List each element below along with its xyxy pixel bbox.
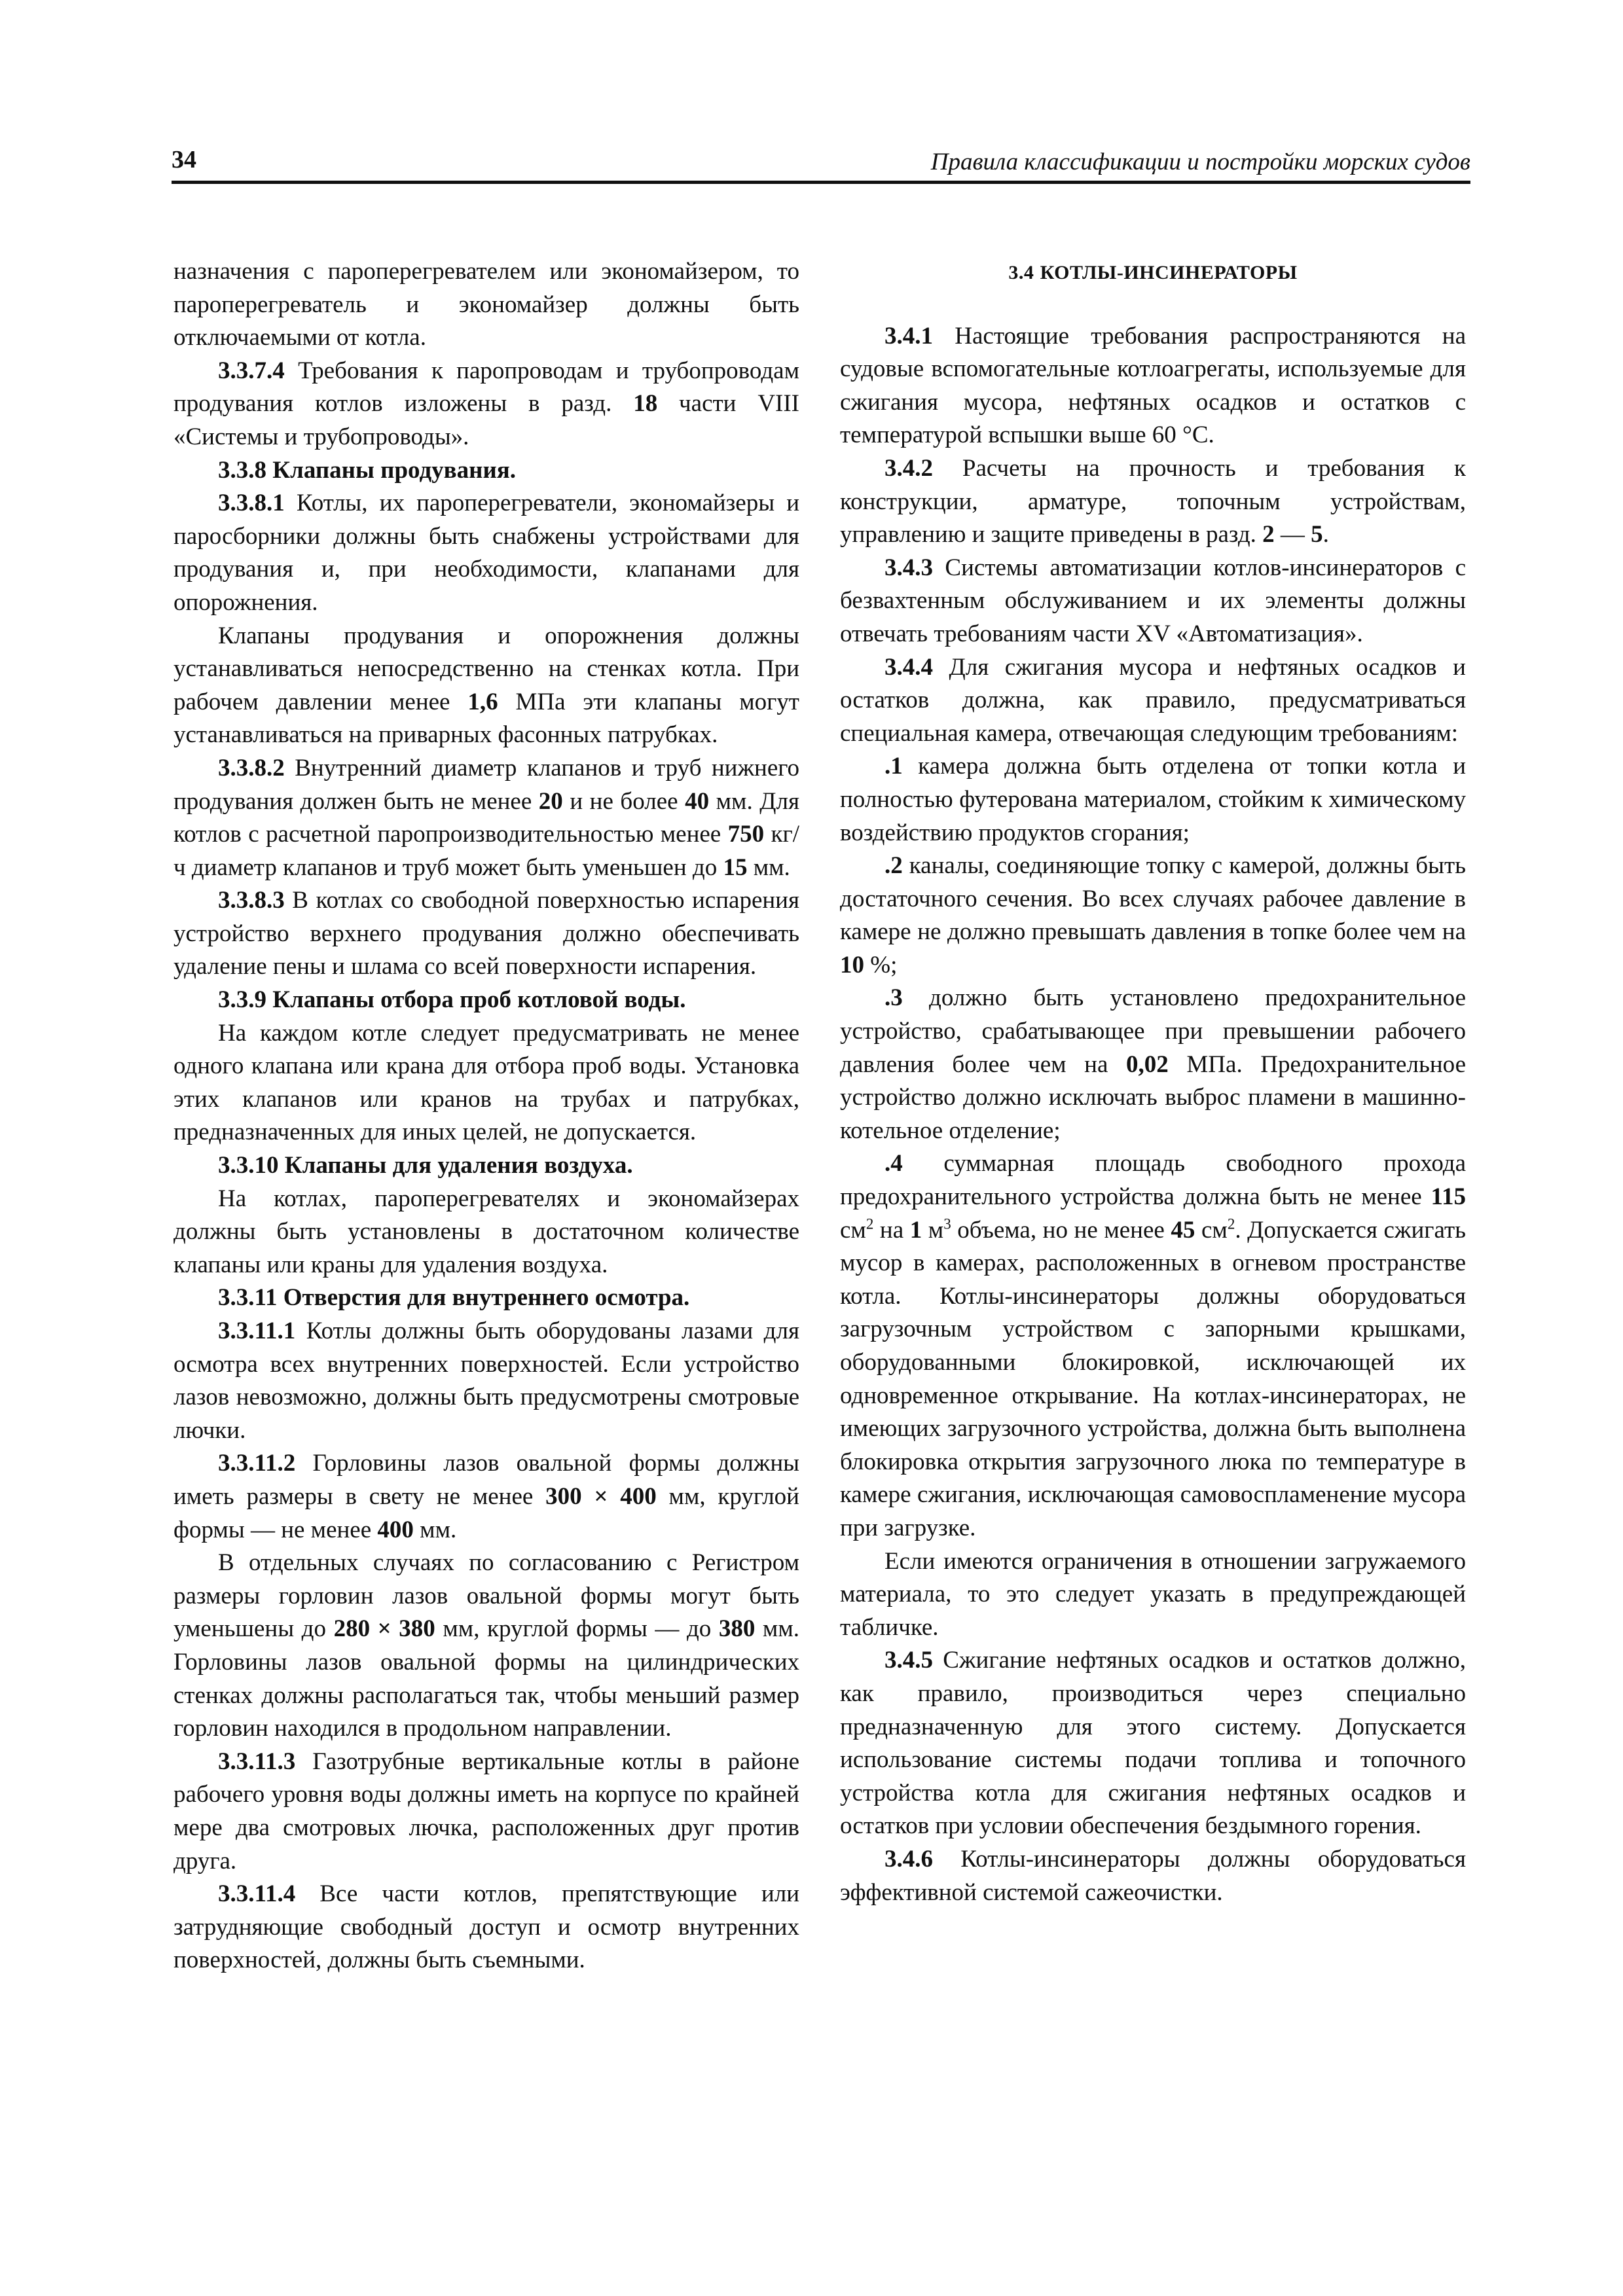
section-number: 3.4: [1008, 262, 1034, 283]
unit: см: [840, 1216, 866, 1244]
paragraph: [840, 1545, 1466, 1645]
paragraph-text: кг/ч диаметр клапанов и труб может быть уменьшен до: [173, 821, 799, 881]
subheading-3-3-8: [173, 454, 799, 488]
paragraph-3-3-7-4: [173, 355, 799, 454]
item-number: .2: [884, 852, 903, 880]
superscript: 2: [1227, 1215, 1235, 1232]
clause-number: 3.3.11.2: [218, 1450, 296, 1477]
paragraph-text: Газотрубные вертикальные котлы в районе рабочего уровня воды должны иметь на корпусе по крайней мере два смотровых лючка, расположенных друг против друга.: [173, 1748, 799, 1874]
paragraph-text: мм.: [413, 1516, 457, 1543]
superscript: 2: [866, 1215, 874, 1232]
paragraph-3-4-5: [840, 1644, 1466, 1843]
clause-number: 3.3.11.3: [218, 1748, 296, 1775]
paragraph-text: В отдельных случаях по согласованию с Регистром размеры горловин лазов овальной формы могут быть уменьшены до: [173, 1549, 799, 1643]
paragraph-3-3-8-3: [173, 884, 799, 984]
paragraph-text: Сжигание нефтяных осадков и остатков должно, как правило, производиться через специально предназначенную для этого систему. Допускается использование системы подачи топлива и топочного устройства котла для сжигания нефтяных осадков и остатков при условии обеспечения бездымного горения.: [840, 1647, 1466, 1840]
paragraph-3-3-11-2: [173, 1447, 799, 1547]
clause-number: 3.3.8.3: [218, 887, 285, 914]
paragraph-3-4-3: [840, 552, 1466, 651]
subheading-text: Отверстия для внутреннего осмотра.: [277, 1284, 690, 1312]
paragraph: [173, 1547, 799, 1746]
value: 380: [718, 1615, 756, 1643]
paragraph-3-4-4: [840, 651, 1466, 751]
paragraph: [173, 1017, 799, 1149]
paragraph-3-3-8-2: [173, 752, 799, 884]
subheading-text: Клапаны отбора проб котловой воды.: [266, 986, 686, 1014]
paragraph-text: части VIII «Системы и трубопроводы».: [173, 390, 800, 450]
value: 1: [909, 1216, 922, 1244]
value: 400: [377, 1516, 414, 1543]
clause-number: 3.3.8.2: [218, 754, 285, 781]
list-item-1: [840, 750, 1466, 850]
section-ref: 18: [633, 390, 658, 418]
item-number: .4: [884, 1150, 903, 1177]
paragraph-text: на: [873, 1216, 910, 1244]
value: 0,02: [1126, 1050, 1169, 1078]
paragraph-text: мм, круглой формы — не менее: [173, 1482, 799, 1543]
paragraph-text: мм. Для котлов с расчетной паропроизводительностью менее: [173, 787, 799, 848]
clause-number: 3.3.10: [218, 1152, 279, 1179]
paragraph-text: камера должна быть отделена от топки котла и полностью футерована материалом, стойким к химическому воздействию продуктов сгорания;: [840, 753, 1466, 846]
paragraph-3-3-8-1: [173, 487, 799, 619]
paragraph-text: —: [1274, 521, 1311, 548]
paragraph-3-3-11-1: [173, 1315, 799, 1447]
unit: см: [1195, 1216, 1228, 1244]
value: 15: [723, 853, 748, 881]
subheading-3-3-9: [173, 984, 799, 1017]
item-number: .3: [884, 984, 903, 1012]
list-item-2: [840, 850, 1466, 982]
paragraph-text: Настоящие требования распространяются на судовые вспомогательные котлоагрегаты, используемые для сжигания мусора, нефтяных осадков и остатков с температурой вспышки выше 60 °С.: [840, 322, 1466, 449]
section-ref: 5: [1311, 521, 1323, 548]
page-number: 34: [172, 146, 196, 173]
section-heading-3-4: [840, 255, 1466, 290]
subheading-text: Клапаны для удаления воздуха.: [278, 1152, 633, 1179]
superscript: 3: [943, 1215, 951, 1232]
paragraph-text: Котлы-инсинераторы должны оборудоваться эффективной системой сажеочистки.: [840, 1845, 1466, 1906]
clause-number: 3.3.8.1: [218, 490, 285, 517]
paragraph-3-3-11-3: [173, 1746, 799, 1878]
clause-number: 3.4.2: [884, 454, 933, 482]
clause-number: 3.4.5: [884, 1647, 933, 1674]
paragraph-text: мм.: [747, 853, 790, 881]
paragraph-text: .: [1322, 521, 1329, 548]
paragraph-text: Расчеты на прочность и требования к конструкции, арматуре, топочным устройствам, управлению и защите приведены в разд.: [840, 454, 1466, 548]
paragraph-text: Котлы, их пароперегреватели, экономайзеры и паросборники должны быть снабжены устройствами для продувания и, при необходимости, клапанами для опорожнения.: [173, 490, 799, 616]
paragraph-3-4-6: [840, 1843, 1466, 1909]
clause-number: 3.4.6: [884, 1845, 933, 1873]
paragraph-text: Все части котлов, препятствующие или затрудняющие свободный доступ и осмотр внутренних поверхностей, должны быть съемными.: [173, 1880, 799, 1974]
paragraph-text: объема, но не менее: [951, 1216, 1171, 1244]
paragraph-text: На каждом котле следует предусматривать не менее одного клапана или крана для отбора проб воды. Установка этих клапанов или кранов на трубах и патрубках, предназначенных для иных целей, не допускается.: [173, 1019, 799, 1146]
value: 45: [1171, 1216, 1195, 1244]
subheading-3-3-10: [173, 1149, 799, 1183]
paragraph-text: . Допускается сжигать мусор в камерах, расположенных в огневом пространстве котла. Котлы-инсинераторы должны оборудоваться загрузочным устройством с запорными крышками, оборудованными блокировкой, исключающей их одновременное открывание. На котлах-инсинераторах, не имеющих загрузочного устройства, должна быть выполнена блокировка открытия загрузочного люка по температуре в камере сжигания, исключающая самовоспламенение мусора при загрузке.: [840, 1216, 1466, 1541]
list-item-3: [840, 982, 1466, 1147]
paragraph-text: мм, круглой формы — до: [435, 1615, 719, 1643]
value: 750: [727, 821, 765, 848]
paragraph-text: На котлах, пароперегревателях и экономайзерах должны быть установлены в достаточном количестве клапаны или краны для удаления воздуха.: [173, 1185, 799, 1278]
paragraph: [173, 620, 799, 752]
value: 280 × 380: [333, 1615, 435, 1643]
paragraph-text: Котлы должны быть оборудованы лазами для осмотра всех внутренних поверхностей. Если устройство лазов невозможно, должны быть предусмотрены смотровые лючки.: [173, 1318, 799, 1444]
value: 1,6: [467, 688, 498, 715]
value: 300 × 400: [545, 1482, 657, 1510]
paragraph-text: и не более: [562, 787, 685, 815]
paragraph-3-4-1: [840, 320, 1466, 452]
paragraph-text: В котлах со свободной поверхностью испарения устройство верхнего продувания должно обеспечивать удаление пены и шлама со всей поверхности испарения.: [173, 887, 799, 980]
paragraph-text: %;: [864, 951, 898, 978]
paragraph-text: должно быть установлено предохранительное устройство, срабатывающее при превышении рабочего давления более чем на: [840, 984, 1466, 1078]
value: 20: [538, 787, 563, 815]
paragraph-text: Если имеются ограничения в отношении загружаемого материала, то это следует указать в предупреждающей табличке.: [840, 1547, 1466, 1641]
paragraph-text: МПа эти клапаны могут устанавливаться на приварных фасонных патрубках.: [173, 688, 799, 749]
clause-number: 3.3.9: [218, 986, 266, 1014]
paragraph-text: Внутренний диаметр клапанов и труб нижнего продувания должен быть не менее: [173, 754, 799, 815]
clause-number: 3.3.11: [218, 1284, 278, 1312]
clause-number: 3.4.4: [884, 653, 933, 681]
right-column: [840, 255, 1466, 1909]
running-title: Правила классификации и постройки морских судов: [930, 149, 1470, 175]
list-item-4: [840, 1147, 1466, 1545]
left-column: [173, 255, 799, 1977]
section-ref: 2: [1262, 521, 1275, 548]
paragraph-text: каналы, соединяющие топку с камерой, должны быть достаточного сечения. Во всех случаях рабочее давление в камере не должно превышать давления в топке более чем на: [840, 852, 1466, 946]
paragraph-text: МПа. Предохранительное устройство должно исключать выброс пламени в машинно-котельное отделение;: [840, 1050, 1466, 1144]
paragraph: [173, 1183, 799, 1282]
paragraph-text: Для сжигания мусора и нефтяных осадков и остатков должна, как правило, предусматриваться специальная камера, отвечающая следующим требованиям:: [840, 653, 1466, 747]
paragraph-3-4-2: [840, 452, 1466, 552]
clause-number: 3.3.8: [218, 456, 266, 484]
paragraph-text: суммарная площадь свободного прохода предохранительного устройства должна быть не менее: [840, 1150, 1466, 1211]
subheading-3-3-11: [173, 1282, 799, 1315]
paragraph-text: Клапаны продувания и опорожнения должны устанавливаться непосредственно на стенках котла. При рабочем давлении менее: [173, 622, 799, 715]
paragraph-text: Системы автоматизации котлов-инсинераторов с безвахтенным обслуживанием и их элементы должны отвечать требованиям части XV «Автоматизация».: [840, 554, 1466, 647]
paragraph-3-3-11-4: [173, 1878, 799, 1977]
clause-number: 3.4.1: [884, 322, 933, 350]
clause-number: 3.3.11.4: [218, 1880, 296, 1908]
clause-number: 3.3.7.4: [218, 357, 285, 384]
header-rule: [172, 181, 1470, 184]
item-number: .1: [884, 753, 903, 780]
paragraph-text: мм. Горловины лазов овальной формы на цилиндрических стенках должны располагаться так, чтобы меньший размер горловин находился в продольном направлении.: [173, 1615, 800, 1742]
value: 115: [1431, 1183, 1466, 1211]
subheading-text: Клапаны продувания.: [266, 456, 517, 484]
unit: м: [922, 1216, 944, 1244]
paragraph-text: назначения с пароперегревателем или экономайзером, то пароперегреватель и экономайзер должны быть отключаемыми от котла.: [173, 258, 799, 351]
clause-number: 3.4.3: [884, 554, 933, 581]
clause-number: 3.3.11.1: [218, 1318, 296, 1344]
value: 10: [840, 951, 864, 978]
paragraph-text: Горловины лазов овальной формы должны иметь размеры в свету не менее: [173, 1450, 799, 1510]
value: 40: [685, 787, 710, 815]
paragraph: [173, 255, 799, 355]
section-title: КОТЛЫ-ИНСИНЕРАТОРЫ: [1040, 262, 1298, 283]
paragraph-text: Требования к паропроводам и трубопроводам продувания котлов изложены в разд.: [173, 357, 799, 418]
